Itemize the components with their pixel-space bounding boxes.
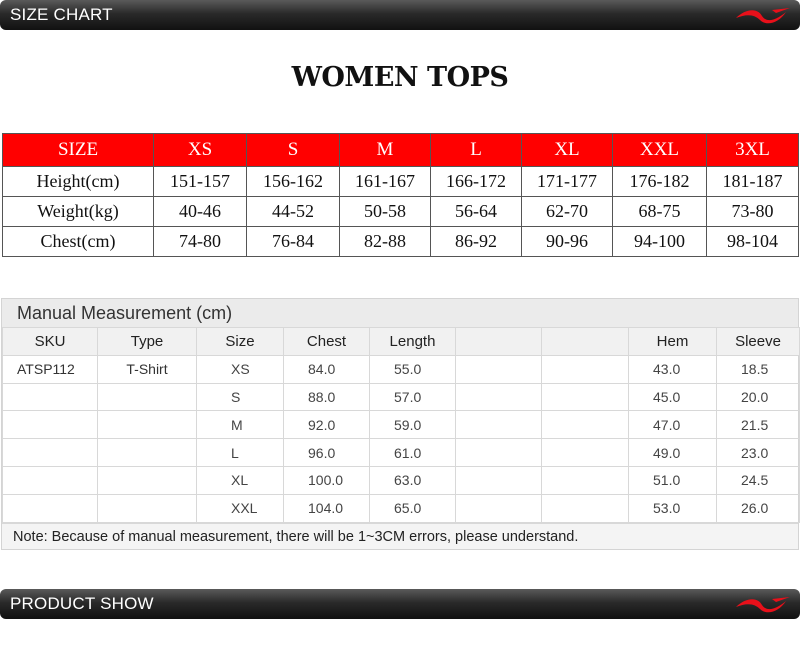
type-cell (98, 466, 197, 494)
length-cell: 61.0 (370, 439, 456, 467)
column-header (542, 328, 629, 356)
type-cell (98, 383, 197, 411)
brand-logo-icon (732, 593, 792, 615)
empty-cell (542, 494, 629, 522)
type-cell (98, 411, 197, 439)
length-cell: 59.0 (370, 411, 456, 439)
size-cell: L (197, 439, 284, 467)
table-cell: 82-88 (340, 227, 431, 257)
size-chart-header-bar (0, 0, 800, 30)
empty-cell (542, 383, 629, 411)
manual-measurement-panel (1, 298, 799, 550)
table-row (3, 383, 800, 411)
sleeve-cell: 24.5 (717, 466, 800, 494)
empty-cell (542, 466, 629, 494)
size-cell: XS (197, 355, 284, 383)
hem-cell: 47.0 (629, 411, 717, 439)
hem-cell: 45.0 (629, 383, 717, 411)
table-cell: 176-182 (613, 167, 707, 197)
manual-measurement-table (2, 327, 800, 523)
length-cell: 65.0 (370, 494, 456, 522)
sleeve-cell: 26.0 (717, 494, 800, 522)
empty-cell (456, 411, 542, 439)
row-label: Height(cm) (3, 167, 154, 197)
measurement-note: Note: Because of manual measurement, there will be 1~3CM errors, please understand. (2, 523, 798, 549)
size-cell: M (197, 411, 284, 439)
table-cell: 156-162 (247, 167, 340, 197)
table-cell: 181-187 (707, 167, 799, 197)
column-header: XXL (613, 134, 707, 167)
empty-cell (456, 494, 542, 522)
table-cell: 62-70 (522, 197, 613, 227)
length-cell: 55.0 (370, 355, 456, 383)
chest-cell: 104.0 (284, 494, 370, 522)
sleeve-cell: 21.5 (717, 411, 800, 439)
table-cell: 94-100 (613, 227, 707, 257)
manual-header-row (3, 328, 800, 356)
chest-cell: 92.0 (284, 411, 370, 439)
table-row (3, 494, 800, 522)
sku-cell (3, 466, 98, 494)
row-label: Chest(cm) (3, 227, 154, 257)
sku-cell (3, 383, 98, 411)
table-cell: 68-75 (613, 197, 707, 227)
chest-cell: 88.0 (284, 383, 370, 411)
brand-logo-icon (732, 4, 792, 26)
column-header: S (247, 134, 340, 167)
sleeve-cell: 20.0 (717, 383, 800, 411)
column-header: M (340, 134, 431, 167)
table-cell: 90-96 (522, 227, 613, 257)
column-header: Type (98, 328, 197, 356)
empty-cell (456, 466, 542, 494)
size-cell: XXL (197, 494, 284, 522)
table-row (3, 355, 800, 383)
table-cell: 50-58 (340, 197, 431, 227)
table-row (3, 167, 799, 197)
empty-cell (456, 355, 542, 383)
sku-cell: ATSP112 (3, 355, 98, 383)
table-cell: 76-84 (247, 227, 340, 257)
length-cell: 63.0 (370, 466, 456, 494)
sku-cell (3, 411, 98, 439)
column-header: SIZE (3, 134, 154, 167)
empty-cell (456, 439, 542, 467)
table-cell: 166-172 (431, 167, 522, 197)
table-cell: 44-52 (247, 197, 340, 227)
size-cell: XL (197, 466, 284, 494)
chest-cell: 84.0 (284, 355, 370, 383)
table-cell: 171-177 (522, 167, 613, 197)
table-cell: 74-80 (154, 227, 247, 257)
size-chart-table (2, 133, 799, 257)
column-header: XL (522, 134, 613, 167)
empty-cell (542, 411, 629, 439)
table-row (3, 439, 800, 467)
sku-cell (3, 439, 98, 467)
hem-cell: 53.0 (629, 494, 717, 522)
manual-measurement-title: Manual Measurement (cm) (2, 299, 798, 327)
table-cell: 86-92 (431, 227, 522, 257)
hem-cell: 49.0 (629, 439, 717, 467)
table-row (3, 227, 799, 257)
table-cell: 151-157 (154, 167, 247, 197)
table-row (3, 466, 800, 494)
type-cell (98, 494, 197, 522)
chest-cell: 100.0 (284, 466, 370, 494)
sleeve-cell: 18.5 (717, 355, 800, 383)
column-header: XS (154, 134, 247, 167)
size-cell: S (197, 383, 284, 411)
empty-cell (542, 439, 629, 467)
table-cell: 73-80 (707, 197, 799, 227)
column-header: Size (197, 328, 284, 356)
row-label: Weight(kg) (3, 197, 154, 227)
table-cell: 40-46 (154, 197, 247, 227)
type-cell (98, 439, 197, 467)
column-header: SKU (3, 328, 98, 356)
table-cell: 161-167 (340, 167, 431, 197)
column-header: Sleeve (717, 328, 800, 356)
table-row (3, 197, 799, 227)
sleeve-cell: 23.0 (717, 439, 800, 467)
sku-cell (3, 494, 98, 522)
size-chart-heading: SIZE CHART (10, 5, 113, 24)
product-show-heading: PRODUCT SHOW (10, 594, 154, 613)
hem-cell: 43.0 (629, 355, 717, 383)
column-header: Length (370, 328, 456, 356)
empty-cell (542, 355, 629, 383)
column-header: L (431, 134, 522, 167)
hem-cell: 51.0 (629, 466, 717, 494)
empty-cell (456, 383, 542, 411)
size-chart-header-row (3, 134, 799, 167)
column-header: Chest (284, 328, 370, 356)
table-row (3, 411, 800, 439)
column-header (456, 328, 542, 356)
page-title: WOMEN TOPS (291, 62, 509, 93)
type-cell: T-Shirt (98, 355, 197, 383)
table-cell: 56-64 (431, 197, 522, 227)
table-cell: 98-104 (707, 227, 799, 257)
column-header: 3XL (707, 134, 799, 167)
chest-cell: 96.0 (284, 439, 370, 467)
length-cell: 57.0 (370, 383, 456, 411)
product-show-header-bar (0, 589, 800, 619)
column-header: Hem (629, 328, 717, 356)
